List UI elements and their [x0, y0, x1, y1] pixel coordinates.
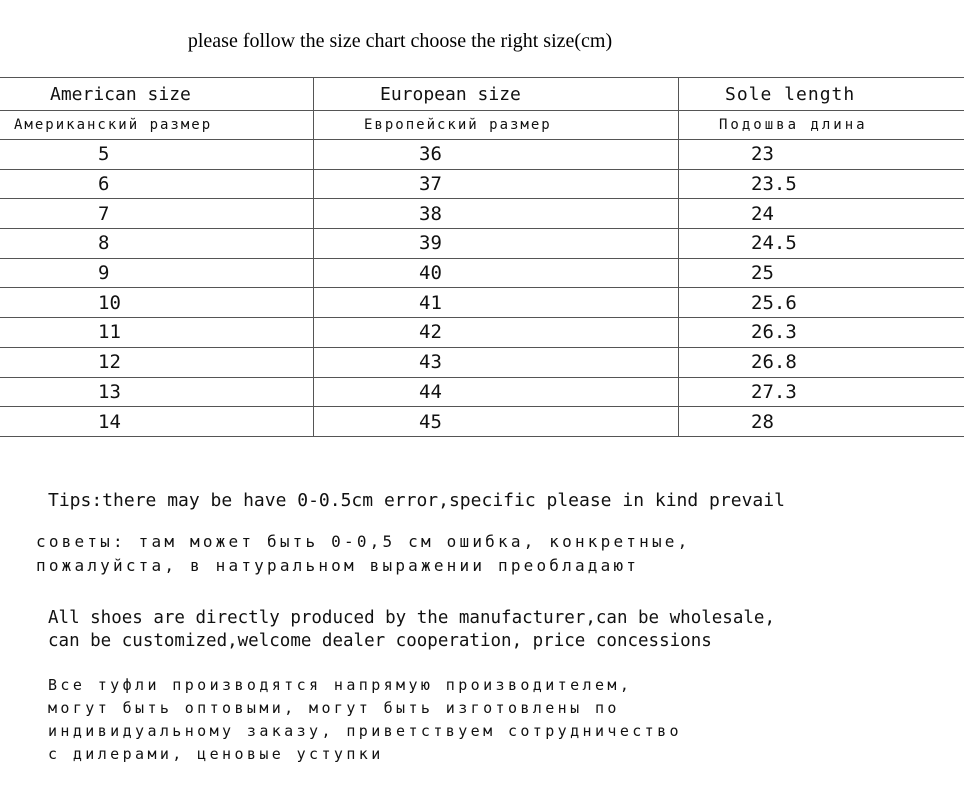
cell-sole-length: 23.5	[679, 169, 964, 199]
cell-european-size: 38	[314, 199, 679, 229]
size-chart-table	[0, 77, 964, 437]
tips-russian-line: советы: там может быть 0-0,5 см ошибка, конкретные,	[36, 532, 691, 551]
table-row	[0, 229, 964, 259]
cell-american-size: 12	[0, 347, 314, 377]
cell-american-size: 14	[0, 407, 314, 437]
notice-english-line: All shoes are directly produced by the manufacturer,can be wholesale,	[48, 608, 775, 628]
cell-american-size: 13	[0, 377, 314, 407]
cell-american-size: 8	[0, 229, 314, 259]
cell-european-size: 36	[314, 140, 679, 170]
table-row	[0, 377, 964, 407]
tips-russian-line: пожалуйста, в натуральном выражении преобладают	[36, 556, 640, 575]
notice-russian	[48, 674, 798, 766]
cell-american-size: 5	[0, 140, 314, 170]
cell-european-size: 39	[314, 229, 679, 259]
notice-russian-line: могут быть оптовыми, могут быть изготовлены по	[48, 699, 620, 717]
cell-european-size: 41	[314, 288, 679, 318]
tips-english: Tips:there may be have 0-0.5cm error,specific please in kind prevail	[48, 490, 785, 511]
cell-american-size: 10	[0, 288, 314, 318]
cell-sole-length: 24.5	[679, 229, 964, 259]
cell-sole-length: 25	[679, 258, 964, 288]
cell-sole-length: 28	[679, 407, 964, 437]
cell-sole-length: 23	[679, 140, 964, 170]
table-row	[0, 140, 964, 170]
tips-russian	[36, 530, 796, 578]
cell-sole-length: 25.6	[679, 288, 964, 318]
header-sole-length: Sole length	[679, 78, 964, 111]
table-header-row-en	[0, 78, 964, 111]
cell-sole-length: 24	[679, 199, 964, 229]
cell-european-size: 43	[314, 347, 679, 377]
page-title: please follow the size chart choose the right size(cm)	[187, 30, 613, 52]
header-american-size: American size	[0, 78, 314, 111]
cell-american-size: 11	[0, 318, 314, 348]
notice-russian-line: Все туфли производятся напрямую производителем,	[48, 676, 633, 694]
table-row	[0, 318, 964, 348]
cell-european-size: 40	[314, 258, 679, 288]
cell-sole-length: 27.3	[679, 377, 964, 407]
cell-european-size: 44	[314, 377, 679, 407]
table-header-row-ru	[0, 111, 964, 140]
cell-sole-length: 26.3	[679, 318, 964, 348]
cell-american-size: 9	[0, 258, 314, 288]
cell-american-size: 6	[0, 169, 314, 199]
notice-russian-line: с дилерами, ценовые уступки	[48, 745, 384, 763]
notice-russian-line: индивидуальному заказу, приветствуем сотрудничество	[48, 722, 682, 740]
header-european-size: European size	[314, 78, 679, 111]
table-row	[0, 258, 964, 288]
header-american-size-ru: Американский размер	[0, 111, 314, 140]
notice-english-line: can be customized,welcome dealer cooperation, price concessions	[48, 631, 712, 651]
notice-english	[48, 607, 798, 653]
table-row	[0, 169, 964, 199]
cell-american-size: 7	[0, 199, 314, 229]
cell-european-size: 45	[314, 407, 679, 437]
table-row	[0, 288, 964, 318]
header-european-size-ru: Европейский размер	[314, 111, 679, 140]
cell-european-size: 42	[314, 318, 679, 348]
table-row	[0, 407, 964, 437]
cell-sole-length: 26.8	[679, 347, 964, 377]
table-row	[0, 347, 964, 377]
table-row	[0, 199, 964, 229]
header-sole-length-ru: Подошва длина	[679, 111, 964, 140]
cell-european-size: 37	[314, 169, 679, 199]
